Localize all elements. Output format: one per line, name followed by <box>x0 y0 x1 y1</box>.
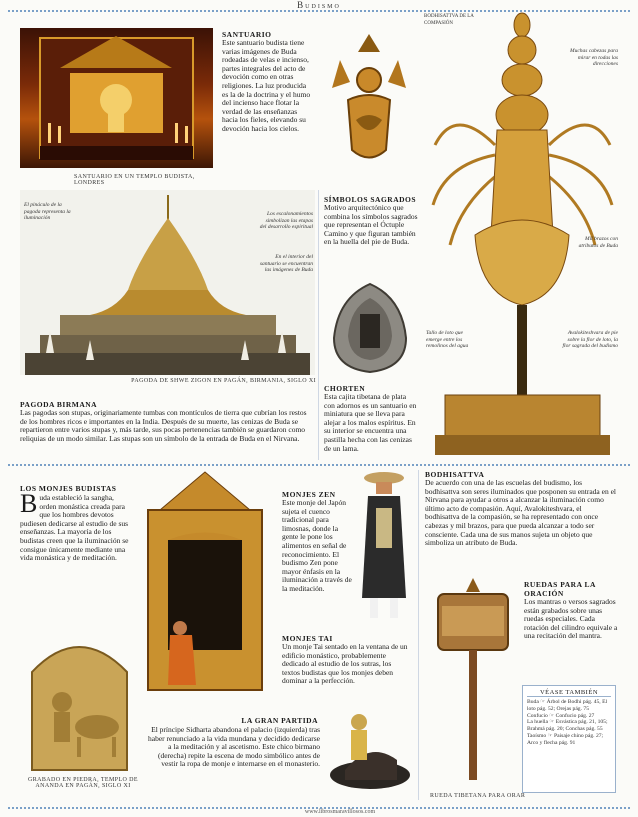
note-name: Avalokiteshvara de pie sobre la flor de loto, la flor sagrada del budismo <box>562 330 618 349</box>
prayer-wheel-illustration <box>428 576 518 786</box>
zen-heading: MONJES ZEN <box>282 490 336 499</box>
bodhisattva-heading: BODHISATTVA <box>425 470 485 479</box>
column-rule <box>318 190 319 460</box>
symbols-heading: SÍMBOLOS SAGRADOS <box>324 195 417 204</box>
symbols-illustration <box>328 30 410 190</box>
pagoda-heading: PAGODA BIRMANA <box>20 400 98 409</box>
chorten-heading: CHORTEN <box>324 384 366 393</box>
symbols-text: Motivo arquitectónico que combina los símbolos sagrados que representan el Óctuple Camino y que figuran también en la huella del pie de Buda. <box>324 203 418 247</box>
see-also-entry[interactable]: Taoísmo ☞ Paisaje chino pág. 27; Arco y flecha pág. 91 <box>527 732 604 746</box>
chorten-illustration <box>324 278 416 378</box>
see-also-entry[interactable]: Confucio ☞ Confucio pág. 27 <box>527 712 595 719</box>
monks-text-block <box>20 489 130 563</box>
running-head: Budismo <box>297 0 341 10</box>
departure-text: El príncipe Sidharta abandona el palacio (izquierda) tras haber renunciado a la vida mundana y decidido dedicarse a la meditación y al ascetismo. Este chico birmano (derecha) repite la escena de modo simbólico antes de vestir la ropa de monje e internarse en el monasterio. <box>147 725 320 769</box>
thai-monk-window <box>140 470 270 692</box>
footer-url[interactable]: www.librosmaravillosos.com <box>304 809 376 815</box>
departure-illustration <box>325 700 415 795</box>
prayer-wheel-photo <box>428 576 518 786</box>
pagoda-caption: PAGODA DE SHWE ZIGON EN PAGÁN, BIRMANIA, SIGLO XI <box>131 378 316 384</box>
thai-text: Un monje Tai sentado en la ventana de un edificio monástico, probablemente dedicado al estudio de los sutras, los textos budistas que los monjes deben dominar a la perfección. <box>282 642 408 686</box>
column-rule <box>418 470 419 800</box>
window-illustration <box>140 470 270 692</box>
stone-relief <box>22 632 137 772</box>
chorten-text: Esta cajita tibetana de plata con adornos es un santuario en miniatura que se lleva para alejar a los malos espíritus. En su interior se encuentra una pastilla hecha con las cenizas de un lama. <box>324 392 417 453</box>
bodhisattva-statue <box>425 5 620 460</box>
great-departure-photo <box>325 700 415 795</box>
zen-text: Este monje del Japón sujeta el cuenco tradicional para limosnas, donde la gente le pone los alimentos en señal de reconocimiento. El budismo Zen pone mayor énfasis en la iluminación a través de la meditación. <box>282 498 352 593</box>
dropcap: B <box>20 489 38 518</box>
bodhisattva-label: BODHISATTVA DE LA COMPASIÓN <box>424 14 474 26</box>
see-also-entry[interactable]: Buda ☞ Árbol de Bodhi pág. 45, El loto pág. 52; Orejas pág. 75 <box>527 699 608 712</box>
relief-caption: GRABADO EN PIEDRA, TEMPLO DE ANANDA EN PAGÁN, SIGLO XI <box>28 777 138 789</box>
sanctuary-heading: SANTUARIO <box>222 30 272 39</box>
zen-monk-photo <box>354 468 414 628</box>
note-interior: En el interior del santuario se encuentran las imágenes de Buda <box>259 254 313 273</box>
chorten-image <box>324 278 416 378</box>
see-also-box <box>522 685 616 793</box>
see-also-title: VÉASE TAMBIÉN <box>527 689 611 697</box>
relief-illustration <box>22 632 137 772</box>
section-divider <box>8 464 630 466</box>
note-stem: Tallo de loto que emerge entre los remolinos del agua <box>426 330 469 349</box>
sanctuary-text: Este santuario budista tiene varias imágenes de Buda rodeadas de velas e incienso, partes integrales del acto de devoción como en otras religiones. La luz producida es la de la doctrina y el humo del incienso hace flotar la verdad de las enseñanzas hacia los fieles, elevando su devoción hacia los cielos. <box>222 38 311 133</box>
sanctuary-photo <box>20 28 213 168</box>
zen-monk-illustration <box>354 468 414 628</box>
note-heads: Muchas cabezas para mirar en todas las direcciones <box>570 48 618 67</box>
sacred-symbols-image <box>328 30 410 190</box>
prayer-wheel-text: Los mantras o versos sagrados están grabados sobre unas ruedas especiales. Cada rotación del cilindro equivale a una recitación del mantra. <box>524 597 618 641</box>
note-pinnacle: El pináculo de la pagoda representa la iluminación <box>24 202 71 221</box>
bodhisattva-text: De acuerdo con una de las escuelas del budismo, los bodhisattva son seres iluminados que posponen su entrada en el Nirvana para ayudar a otros a alcanzar la iluminación como último acto de compasión. Aquí, Avalokiteshvara, el bodhisattva de la compasión, se ha representado con once cabezas y mil brazos, para que pueda alcanzar a todo ser consciente. Cada una de sus manos sujeta un objeto que simboliza un atributo de Buda. <box>425 478 617 548</box>
monks-text: uda estableció la sangha, orden monástica creada para que los hombres devotos pudiesen dedicarse al estudio de sus enseñanzas. La mayoría de los budistas creen que la iluminación se consigue únicamente mediante una vida monástica y de meditación. <box>20 493 129 563</box>
sanctuary-caption: SANTUARIO EN UN TEMPLO BUDISTA, LONDRES <box>74 174 195 186</box>
note-steps: Los escalonamientos simbolizan las etapas del desarrollo espiritual <box>259 211 313 230</box>
note-arms: Mil brazos con atributos de Buda <box>578 236 618 249</box>
prayer-wheel-heading: RUEDAS PARA LA ORACIÓN <box>524 580 596 598</box>
see-also-entry[interactable]: La huella ☞ Esvástica pág. 21, 105; Brahmá pág. 20; Conchas pág. 55 <box>527 719 608 733</box>
shrine-illustration <box>20 28 213 168</box>
monks-heading: LOS MONJES BUDISTAS <box>20 484 117 493</box>
departure-heading: LA GRAN PARTIDA <box>241 716 318 725</box>
statue-illustration <box>425 5 620 460</box>
pagoda-text: Las pagodas son stupas, originariamente tumbas con montículos de tierra que cubrían los restos de los hombres ricos e importantes en la India. Después de su muerte, las cenizas de Buda se repartieron entre varios stupas y, más tarde, sus pocas pertenencias también se guardaron como reliquias de un modo similar. Las stupas son un símbolo de la entrada de Buda en el Nirvana. <box>20 408 307 443</box>
thai-heading: MONJES TAI <box>282 634 333 643</box>
prayer-wheel-caption: RUEDA TIBETANA PARA ORAR <box>430 793 526 799</box>
